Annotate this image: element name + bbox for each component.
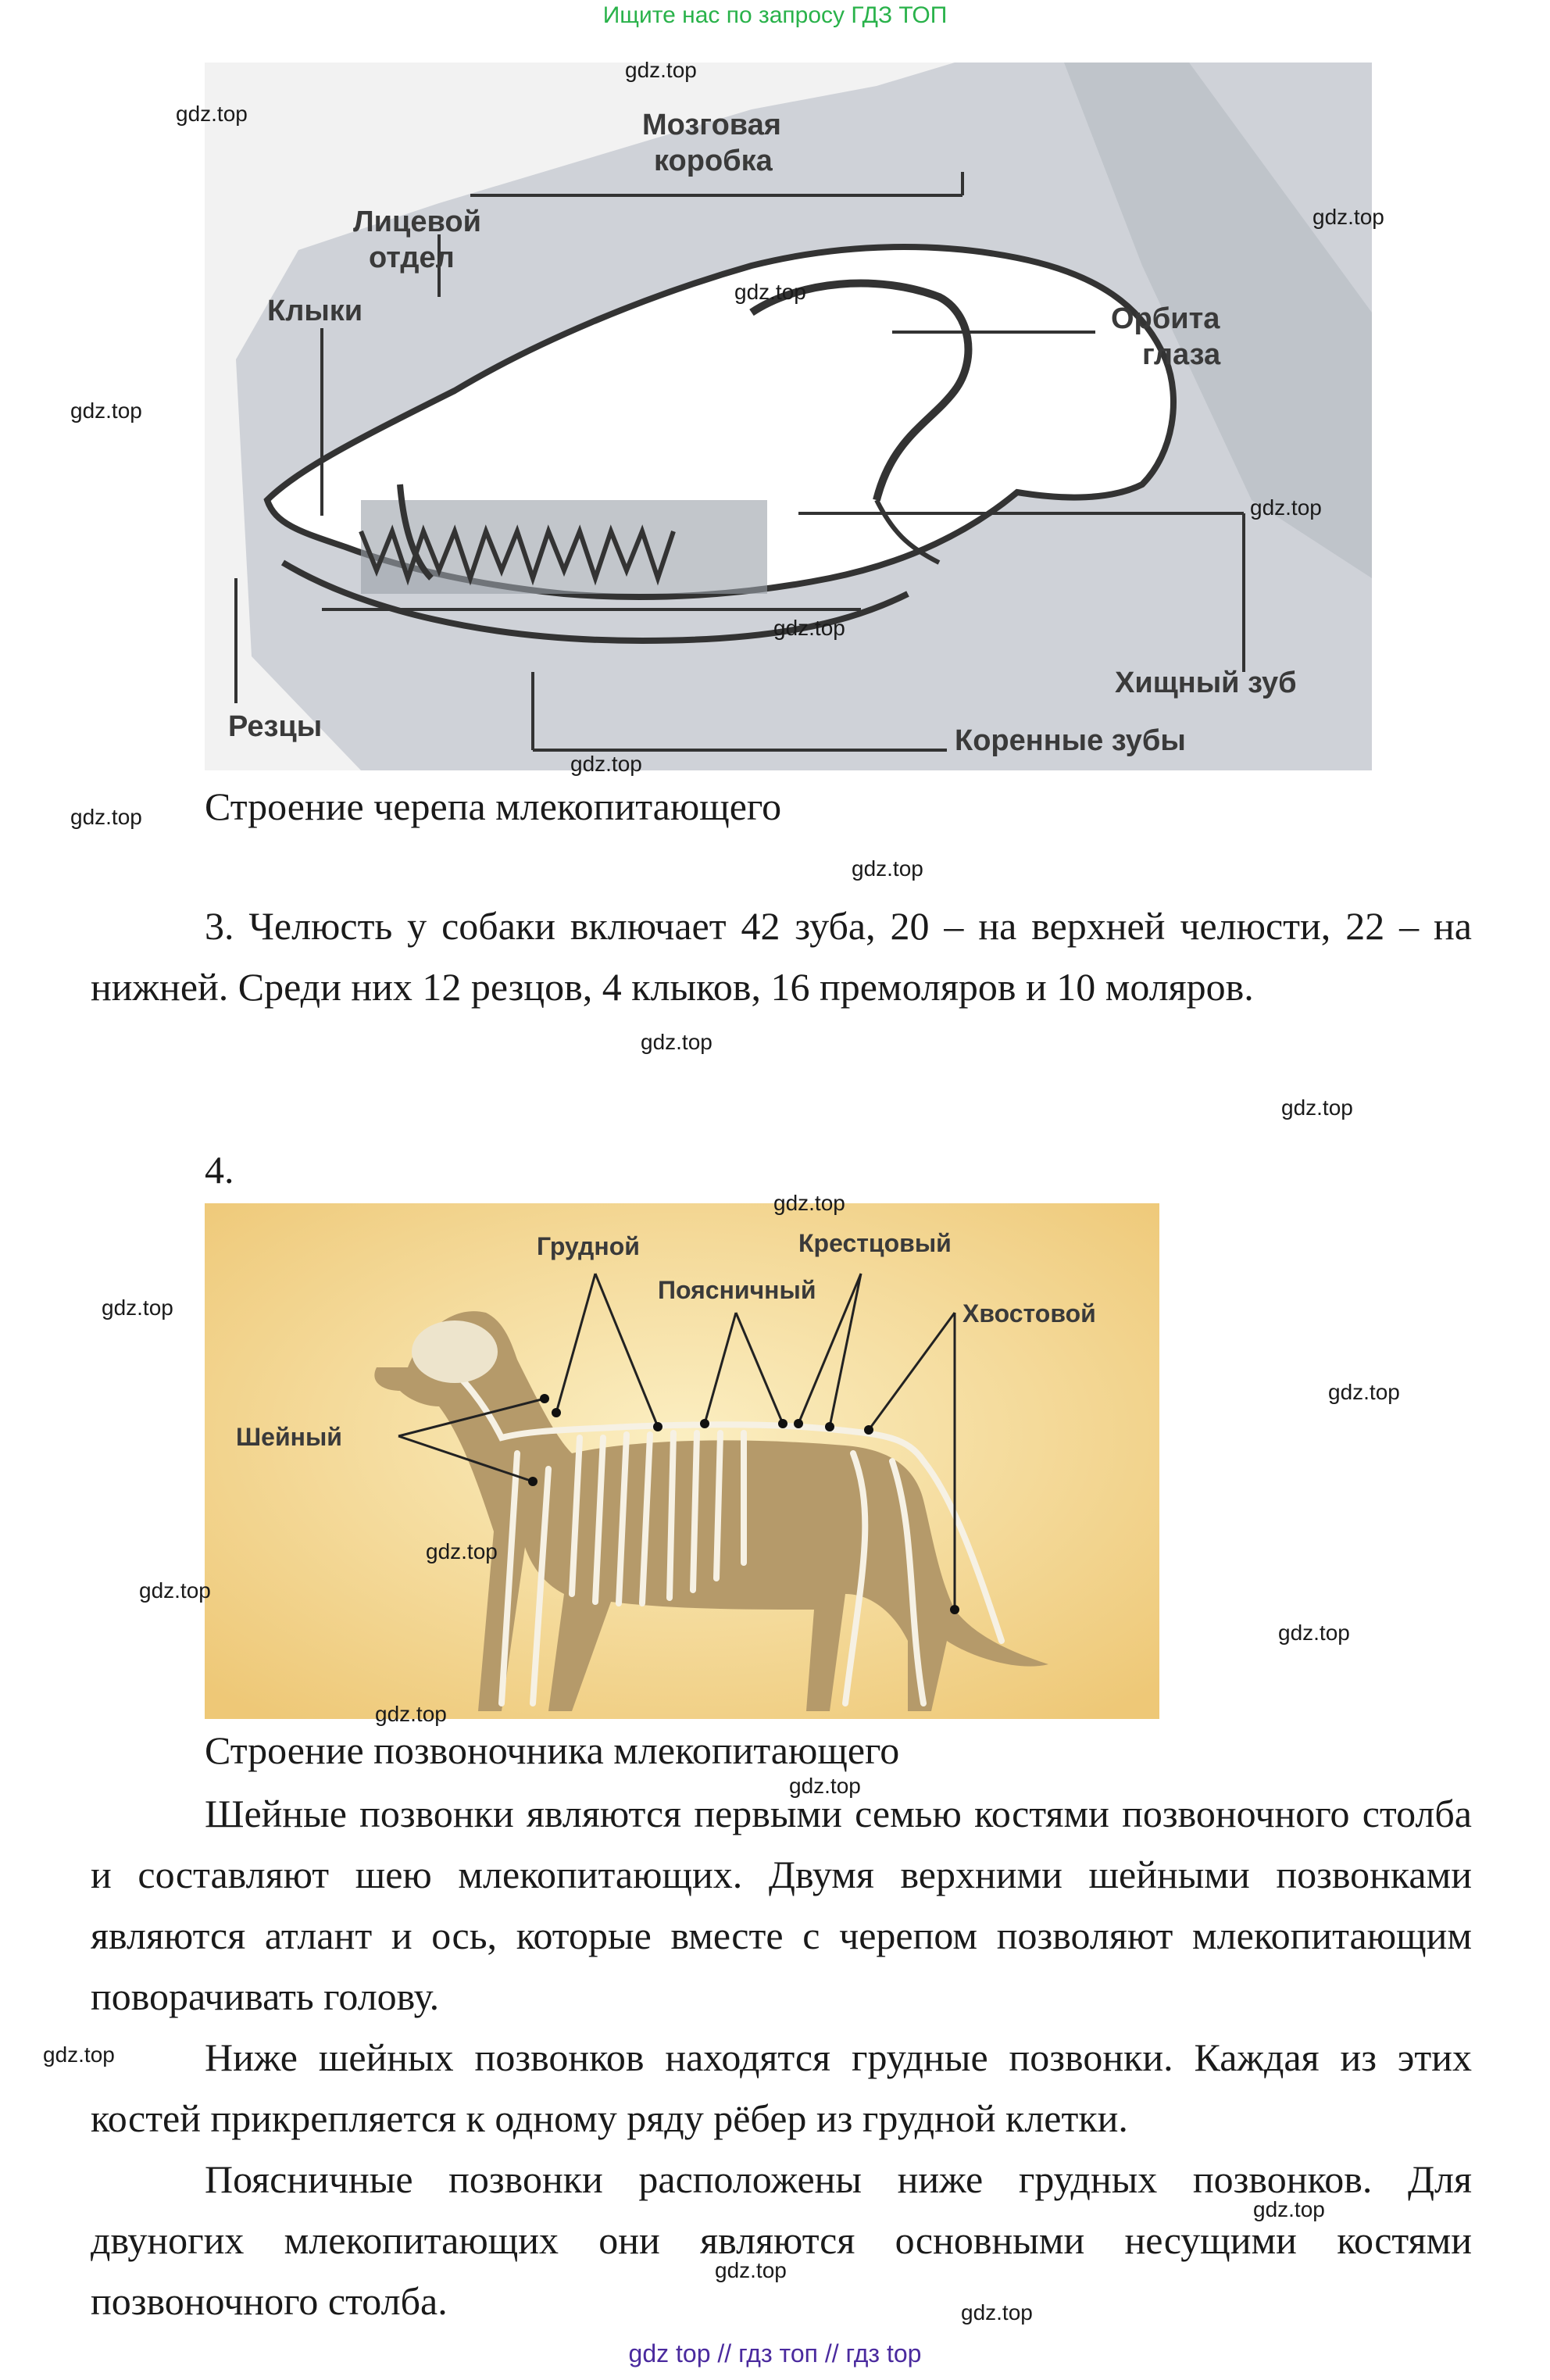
incisors-label: Резцы [228,710,323,743]
watermark: gdz.top [1250,495,1322,520]
watermark: gdz.top [1328,1380,1400,1404]
watermark: gdz.top [43,2042,115,2067]
watermark: gdz.top [70,805,142,829]
cervical-label: Шейный [236,1423,342,1451]
skull-caption: Строение черепа млекопитающего [205,784,782,828]
watermark: gdz.top [375,1702,447,1726]
watermark: gdz.top [102,1295,173,1320]
footer-links[interactable]: gdz top // гдз топ // гдз top [628,2339,922,2367]
watermark: gdz.top [1281,1095,1353,1120]
paragraph-3: 3. Челюсть у собаки включает 42 зуба, 20 – на верхней челюсти, 22 – на нижней. Среди них 12 резцов, 4 клыков, 16 премоляров и 10 моляров. [91,904,1472,1009]
orbit-label-2: глаза [1142,338,1221,371]
carnassial-label: Хищный зуб [1115,666,1297,699]
molars-label: Коренные зубы [955,724,1186,757]
watermark: gdz.top [570,752,642,776]
watermark: gdz.top [426,1539,498,1563]
thoracic-label: Грудной [537,1232,640,1260]
canines-label: Клыки [267,295,363,327]
paragraph-cervical: Шейные позвонки являются первыми семью костями позвоночного столба и составляют шею млекопитающих. Двумя верхними шейными позвонками являются атлант и ось, которые вместе с черепом позволяют млекопитающим поворачивать голову. [91,1792,1472,2018]
skull-diagram [205,63,1372,770]
lumbar-label: Поясничный [658,1276,816,1304]
watermark: gdz.top [1253,2197,1325,2221]
facial-section-label-2: отдел [369,241,455,274]
search-banner[interactable]: Ищите нас по запросу ГДЗ ТОП [602,2,948,28]
watermark: gdz.top [139,1578,211,1603]
orbit-label-1: Орбита [1111,302,1220,335]
spine-diagram [205,1203,1159,1719]
watermark: gdz.top [773,1191,845,1215]
watermark: gdz.top [734,280,806,304]
watermark: gdz.top [176,102,248,126]
watermark: gdz.top [789,1774,861,1798]
watermark: gdz.top [70,398,142,423]
watermark: gdz.top [1278,1621,1350,1645]
facial-section-label-1: Лицевой [353,205,481,238]
watermark: gdz.top [1312,205,1384,229]
item-number-4: 4. [205,1148,234,1192]
brain-box-label-1: Мозговая [642,109,781,141]
brain-box-label-2: коробка [654,145,773,177]
watermark: gdz.top [961,2300,1033,2325]
spine-caption: Строение позвоночника млекопитающего [205,1728,900,1772]
sacral-label: Крестцовый [798,1229,952,1257]
watermark: gdz.top [625,58,697,82]
watermark: gdz.top [715,2258,787,2282]
tail-label: Хвостовой [962,1299,1096,1328]
watermark: gdz.top [641,1030,712,1054]
paragraph-thoracic: Ниже шейных позвонков находятся грудные позвонки. Каждая из этих костей прикрепляется к одному ряду рёбер из грудной клетки. [91,2035,1472,2140]
watermark: gdz.top [773,616,845,640]
watermark: gdz.top [852,856,923,881]
paragraph-lumbar: Поясничные позвонки расположены ниже грудных позвонков. Для двуногих млекопитающих они являются основными несущими костями позвоночного столба. [91,2157,1472,2323]
